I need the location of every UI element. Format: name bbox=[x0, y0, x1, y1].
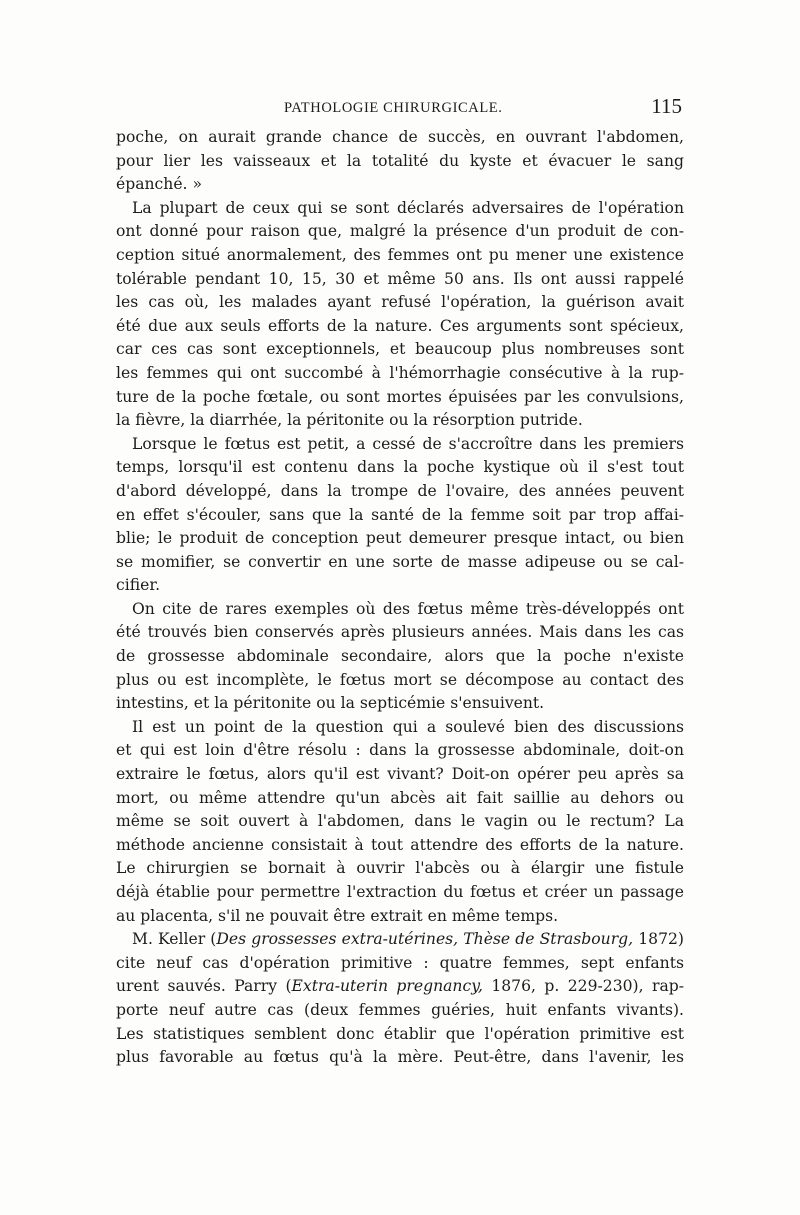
text-line: Les statistiques semblent donc établir que l'opération primitive est bbox=[116, 1024, 684, 1043]
text-line: Lorsque le fœtus est petit, a cessé de s'accroître dans les premiers bbox=[132, 434, 684, 453]
text-line: Le chirurgien se bornait à ouvrir l'abcès ou à élargir une fistule bbox=[116, 859, 684, 878]
text-line: au placenta, s'il ne pouvait être extrait en même temps. bbox=[116, 906, 559, 925]
text-line: en effet s'écouler, sans que la santé de la femme soit par trop affai- bbox=[116, 505, 684, 524]
text-line: ception situé anormalement, des femmes ont pu mener une existence bbox=[116, 245, 684, 264]
text-line: blie; le produit de conception peut demeurer presque intact, ou bien bbox=[116, 529, 684, 548]
text-line: la fièvre, la diarrhée, la péritonite ou la résorption putride. bbox=[116, 411, 583, 430]
parry-citation-title: Extra-uterin pregnancy, bbox=[291, 977, 483, 996]
text-line: ont donné pour raison que, malgré la présence d'un produit de con- bbox=[116, 222, 684, 241]
text-line: intestins, et la péritonite ou la septicémie s'ensuivent. bbox=[116, 694, 545, 713]
text-line: de grossesse abdominale secondaire, alors que la poche n'existe bbox=[116, 647, 684, 666]
parry-pre: urent sauvés. Parry ( bbox=[116, 977, 292, 996]
text-line: les femmes qui ont succombé à l'hémorrhagie consécutive à la rup- bbox=[116, 363, 684, 382]
keller-pre: M. Keller ( bbox=[132, 930, 217, 949]
text-line: les cas où, les malades ayant refusé l'opération, la guérison avait bbox=[116, 293, 684, 312]
text-line-parry bbox=[116, 975, 684, 999]
running-header bbox=[116, 96, 684, 126]
text-line: épanché. » bbox=[116, 175, 203, 194]
text-line: pour lier les vaisseaux et la totalité du kyste et évacuer le sang bbox=[116, 151, 684, 170]
text-line: La plupart de ceux qui se sont déclarés adversaires de l'opération bbox=[132, 198, 684, 217]
keller-citation-title: Des grossesses extra-utérines, Thèse de Strasbourg, bbox=[216, 930, 634, 949]
page-number: 115 bbox=[651, 94, 682, 118]
text-line: plus ou est incomplète, le fœtus mort se décompose au contact des bbox=[116, 670, 684, 689]
text-line: extraire le fœtus, alors qu'il est vivant? Doit-on opérer peu après sa bbox=[116, 765, 684, 784]
text-line: été due aux seuls efforts de la nature. Ces arguments sont spécieux, bbox=[116, 316, 684, 335]
text-line: ture de la poche fœtale, ou sont mortes épuisées par les convulsions, bbox=[116, 387, 684, 406]
text-line: cite neuf cas d'opération primitive : quatre femmes, sept enfants bbox=[116, 953, 684, 972]
text-line: porte neuf autre cas (deux femmes guéries, huit enfants vivants). bbox=[116, 1000, 684, 1019]
text-line: d'abord développé, dans la trompe de l'ovaire, des années peuvent bbox=[116, 481, 684, 500]
text-line: se momifier, se convertir en une sorte de masse adipeuse ou se cal- bbox=[116, 552, 684, 571]
text-line: temps, lorsqu'il est contenu dans la poche kystique où il s'est tout bbox=[116, 458, 684, 477]
text-line: même se soit ouvert à l'abdomen, dans le vagin ou le rectum? La bbox=[116, 812, 684, 831]
text-line: Il est un point de la question qui a soulevé bien des discussions bbox=[132, 717, 684, 736]
text-line: mort, ou même attendre qu'un abcès ait fait saillie au dehors ou bbox=[116, 788, 684, 807]
text-line: plus favorable au fœtus qu'à la mère. Peut-être, dans l'avenir, les bbox=[116, 1048, 684, 1067]
text-line: poche, on aurait grande chance de succès, en ouvrant l'abdomen, bbox=[116, 128, 684, 146]
text-line: cifier. bbox=[116, 576, 161, 595]
running-header-title: PATHOLOGIE CHIRURGICALE. bbox=[284, 100, 503, 116]
parry-post: 1876, p. 229-230), rap- bbox=[482, 977, 685, 996]
text-line-keller bbox=[116, 928, 684, 952]
text-line: tolérable pendant 10, 15, 30 et même 50 ans. Ils ont aussi rappelé bbox=[116, 269, 684, 288]
text-line: méthode ancienne consistait à tout attendre des efforts de la nature. bbox=[116, 835, 684, 854]
text-line: et qui est loin d'être résolu : dans la grossesse abdominale, doit-on bbox=[116, 741, 684, 760]
keller-post: 1872) bbox=[633, 930, 684, 949]
body-text bbox=[116, 126, 684, 1070]
text-line: car ces cas sont exceptionnels, et beaucoup plus nombreuses sont bbox=[116, 340, 684, 359]
text-line: déjà établie pour permettre l'extraction du fœtus et créer un passage bbox=[116, 883, 684, 901]
text-line: été trouvés bien conservés après plusieurs années. Mais dans les cas bbox=[116, 623, 684, 642]
text-line: On cite de rares exemples où des fœtus même très-développés ont bbox=[132, 599, 684, 618]
